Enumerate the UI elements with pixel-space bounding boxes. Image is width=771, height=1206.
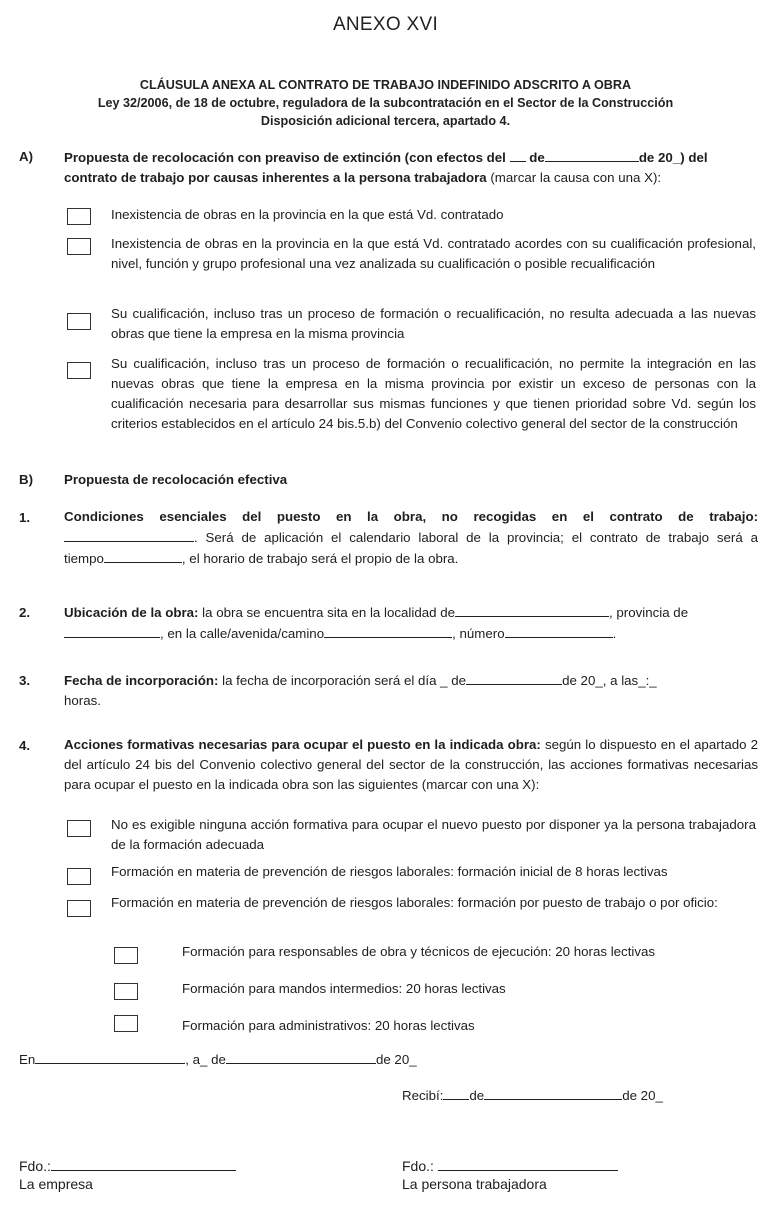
- section-a-intro: [64, 147, 754, 188]
- street-text: , en la calle/avenida/camino: [160, 626, 325, 641]
- item-2: [64, 602, 758, 644]
- received-de-text: de: [469, 1088, 485, 1103]
- item-3-line1: la fecha de incorporación será el día _ de: [218, 673, 467, 688]
- clause-title: CLÁUSULA ANEXA AL CONTRATO DE TRABAJO INDEFINIDO ADSCRITO A OBRA: [139, 78, 632, 92]
- worker-signature: [402, 1156, 618, 1192]
- sub-training-1-checkbox[interactable]: [114, 947, 138, 964]
- number-field[interactable]: [505, 623, 613, 638]
- sub-training-3-checkbox[interactable]: [114, 1015, 138, 1032]
- cause-1-checkbox[interactable]: [67, 208, 91, 225]
- cause-3-checkbox[interactable]: [67, 313, 91, 330]
- contract-time-field[interactable]: [104, 548, 182, 563]
- section-a-intro-text: Propuesta de recolocación con preaviso de extinción (con efectos del: [64, 150, 506, 165]
- fdo-company-text: Fdo.:: [19, 1158, 51, 1174]
- item-4: [64, 735, 758, 795]
- item-1-line3: , el horario de trabajo será el propio de la obra.: [181, 551, 459, 566]
- item-1: [64, 507, 758, 569]
- street-field[interactable]: [324, 623, 452, 638]
- item-4-text: según lo dispuesto en el apartado 2 del artículo 24 bis del Convenio colectivo general del sector de la construcción, las acciones formativas necesarias para ocupar el puesto en la indicada obra son las siguientes (marcar con una X):: [64, 737, 758, 792]
- provincia-text: , provincia de: [609, 605, 689, 620]
- item-4-title: Acciones formativas necesarias para ocupar el puesto en la indicada obra:: [64, 737, 541, 752]
- item-3-title: Fecha de incorporación:: [64, 673, 219, 688]
- period-text: .: [612, 626, 617, 641]
- received-year-text: de 20_: [622, 1088, 663, 1103]
- company-signature: [19, 1156, 236, 1192]
- start-month-field[interactable]: [466, 670, 562, 685]
- item-3-number: 3.: [19, 673, 31, 688]
- item-3-line1b: de 20_, a las_:_: [562, 673, 657, 688]
- item-4-number: 4.: [19, 738, 31, 753]
- item-2-line1: la obra se encuentra sita en la localidad de: [198, 605, 455, 620]
- province-field[interactable]: [64, 623, 160, 638]
- effect-month-field[interactable]: [545, 147, 639, 162]
- de-text: de: [529, 150, 545, 165]
- law-reference: Ley 32/2006, de 18 de octubre, reguladora de la subcontratación en el Sector de la Construcción: [97, 96, 674, 110]
- training-1-text: No es exigible ninguna acción formativa para ocupar el nuevo puesto por disponer ya la persona trabajadora de la formación adecuada: [111, 817, 756, 852]
- section-b-title: Propuesta de recolocación efectiva: [64, 472, 288, 487]
- received-day-field[interactable]: [443, 1085, 469, 1100]
- item-2-number: 2.: [19, 605, 31, 620]
- effect-day-field[interactable]: [510, 147, 526, 162]
- section-a-instruction: (marcar la causa con una X):: [486, 170, 662, 185]
- training-3-text: Formación en materia de prevención de riesgos laborales: formación por puesto de trabajo o por oficio:: [111, 895, 718, 910]
- en-text: En: [19, 1052, 36, 1067]
- company-signature-field[interactable]: [51, 1156, 236, 1171]
- cause-2-text: Inexistencia de obras en la provincia en la que está Vd. contratado acordes con su cualificación profesional, nivel, función y grupo profesional una vez analizada su cualificación o posible recualificación: [111, 236, 756, 271]
- item-1-line2: . Será de aplicación el calendario laboral de la provincia; el contrato de trabajo será a: [194, 530, 758, 545]
- cause-4-text: Su cualificación, incluso tras un proceso de formación o recualificación, no permite la integración en las nuevas obras que tiene la empresa en la misma provincia por existir un exceso de personas con la cualificación necesaria para desarrollar sus mismas funciones y que tienen prioridad sobre Vd. según los criterios establecidos en el artículo 24 bis.5.b) del Convenio colectivo general del sector de la construcción: [111, 356, 756, 431]
- item-2-title: Ubicación de la obra:: [64, 605, 199, 620]
- training-2-checkbox[interactable]: [67, 868, 91, 885]
- section-a-label: A): [19, 149, 34, 164]
- cause-3-text: Su cualificación, incluso tras un proceso de formación o recualificación, no resulta adecuada a las nuevas obras que tiene la empresa en la misma provincia: [111, 306, 756, 341]
- recibi-text: Recibí:: [402, 1088, 444, 1103]
- training-3-checkbox[interactable]: [67, 900, 91, 917]
- section-b-label: B): [19, 472, 34, 487]
- item-1-title: Condiciones esenciales del puesto en la obra, no recogidas en el contrato de trabajo:: [64, 509, 758, 524]
- sub-training-2-text: Formación para mandos intermedios: 20 horas lectivas: [182, 981, 506, 996]
- cause-4-checkbox[interactable]: [67, 362, 91, 379]
- fdo-worker-text: Fdo.:: [402, 1158, 434, 1174]
- conditions-field[interactable]: [64, 527, 194, 542]
- sub-training-3-text: Formación para administrativos: 20 horas lectivas: [182, 1018, 475, 1033]
- annex-title: ANEXO XVI: [332, 14, 439, 35]
- item-3: [64, 670, 758, 711]
- received-month-field[interactable]: [484, 1085, 622, 1100]
- training-1-checkbox[interactable]: [67, 820, 91, 837]
- place-date-line: [19, 1049, 417, 1070]
- worker-label: La persona trabajadora: [402, 1176, 547, 1192]
- sub-training-1-text: Formación para responsables de obra y técnicos de ejecución: 20 horas lectivas: [182, 944, 656, 959]
- locality-field[interactable]: [455, 602, 609, 617]
- horas-text: horas.: [64, 693, 101, 708]
- cause-1-text: Inexistencia de obras en la provincia en la que está Vd. contratado: [111, 207, 504, 222]
- provision-reference: Disposición adicional tercera, apartado 4.: [260, 114, 511, 128]
- a-de-text: , a_ de: [185, 1052, 226, 1067]
- received-line: [402, 1085, 663, 1106]
- training-2-text: Formación en materia de prevención de riesgos laborales: formación inicial de 8 horas lectivas: [111, 864, 668, 879]
- section-a-intro-line2: contrato de trabajo por causas inherentes a la persona trabajadora: [64, 170, 487, 185]
- cause-2-checkbox[interactable]: [67, 238, 91, 255]
- number-text: , número: [452, 626, 505, 641]
- sign-month-field[interactable]: [226, 1049, 376, 1064]
- place-field[interactable]: [35, 1049, 185, 1064]
- sub-training-2-checkbox[interactable]: [114, 983, 138, 1000]
- year-text: de 20_) del: [638, 150, 708, 165]
- sign-year-text: de 20_: [375, 1052, 417, 1067]
- item-1-number: 1.: [19, 510, 31, 525]
- company-label: La empresa: [19, 1176, 93, 1192]
- tiempo-text: tiempo: [64, 551, 104, 566]
- worker-signature-field[interactable]: [438, 1156, 618, 1171]
